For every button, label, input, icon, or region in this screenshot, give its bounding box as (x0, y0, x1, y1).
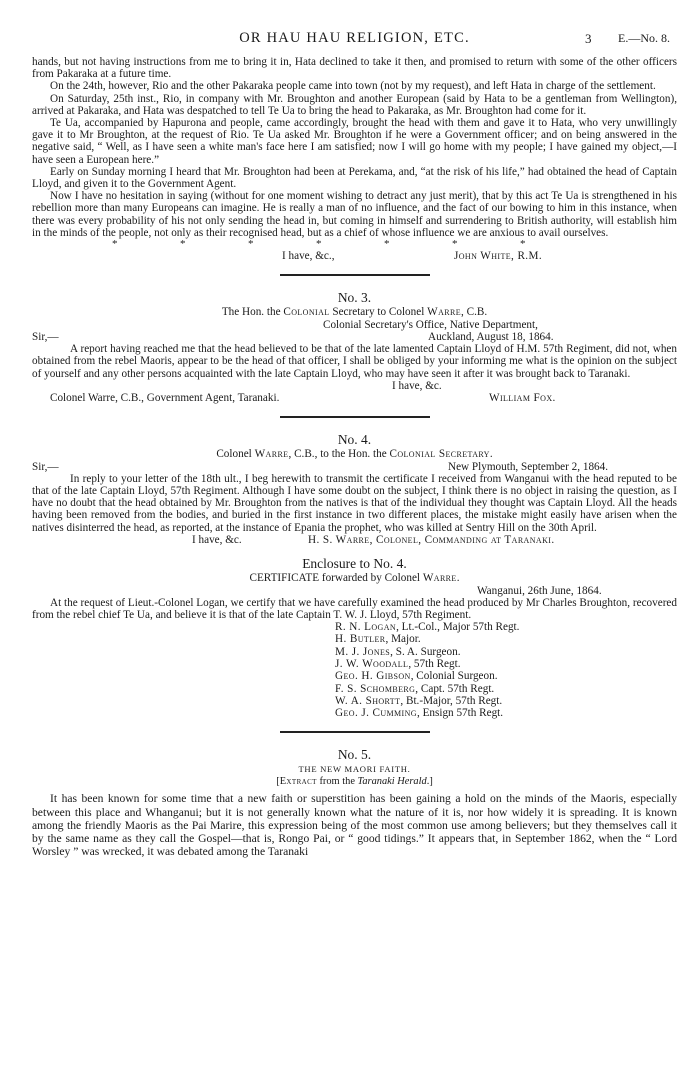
star: * (316, 238, 322, 251)
extract-note: [Extract from the Taranaki Herald.] (276, 775, 433, 787)
addressee-row (32, 392, 677, 404)
salutation: Sir,— (32, 460, 59, 473)
paragraph: Early on Sunday morning I heard that Mr. Broughton had been at Perekama, and, “at the risk of his life,” had obtained the head of Captain Lloyd, and given it to the Government Agent. (32, 165, 677, 191)
article-subtitle: THE NEW MAORI FAITH. (298, 764, 411, 775)
paragraph: On Saturday, 25th inst., Rio, in company with Mr. Broughton and another European (said by Hata to be a gentleman from Wellington), arrived at Pakaraka, and Hata was despatched to tell Te Ua to bring the head to Pakaraka, as Mr. Broughton had come for it. (32, 92, 677, 117)
signatory: Geo. H. Gibson, Colonial Surgeon. (335, 670, 498, 683)
closing: I have, &c., (282, 250, 335, 263)
running-header (32, 30, 677, 50)
closing-row (32, 534, 677, 546)
letter-number: No. 4. (337, 432, 372, 448)
salutation-row (32, 461, 677, 473)
star: * (452, 238, 458, 251)
omission-stars (32, 239, 677, 250)
signatories (32, 621, 677, 719)
enclosure-caption: CERTIFICATE forwarded by Colonel Warre. (249, 572, 460, 584)
closing: I have, &c. (192, 533, 242, 546)
section-divider (280, 274, 430, 276)
letter-number: No. 3. (337, 290, 372, 306)
letter-no-4 (32, 432, 677, 546)
signatory: Geo. J. Cumming, Ensign 57th Regt. (335, 707, 504, 720)
closing-row (32, 380, 677, 392)
star: * (384, 238, 390, 251)
letter-2-continuation (32, 56, 677, 262)
star: * (180, 238, 186, 251)
signatory: R. N. Logan, Lt.-Col., Major 57th Regt. (335, 621, 520, 634)
enclosure-title: Enclosure to No. 4. (302, 556, 407, 571)
paragraph: hands, but not having instructions from me to bring it in, Hata declined to take it then, and promised to return with some of the other officers from Pakaraka at a future time. (32, 56, 677, 81)
signatory: J. W. Woodall, 57th Regt. (335, 657, 461, 670)
paragraph: Te Ua, accompanied by Hapurona and people, came accordingly, brought the head with them and gave it to Hata, who very unwillingly gave it to Mr Broughton, at the request of Rio. Te Ua asked Mr. Broughton if he were a Government officer; and on being answered in the negative said, “ Well, as I have seen a white man's face here I am satisfied; now I will go home with my people; I have gained my object,—I have seen a European here.” (32, 117, 677, 166)
salutation: Sir,— (32, 330, 59, 343)
letter-caption: Colonel Warre, C.B., to the Hon. the Colonial Secretary. (216, 448, 493, 461)
place-date: New Plymouth, September 2, 1864. (448, 460, 609, 473)
header-title: OR HAU HAU RELIGION, ETC. (239, 30, 470, 46)
paragraph: On the 24th, however, Rio and the other Pakaraka people came into town (not by my request), and left Hata in charge of the settlement. (50, 80, 656, 93)
section-divider (280, 416, 430, 418)
letter-number: No. 5. (337, 747, 372, 763)
paragraph: Now I have no hesitation in saying (without for one moment wishing to detract any just merit), that by this act Te Ua is strengthened in his rebellion more than many Europeans can imagine. He is really a man of no influence, and the fact of our bowing to him in this instance, when there was every probability of his not only sending the head in, but coming in himself and surrendering to British authority, will establish him in the minds of the people, not only as their recognised head, but as a chief of whose influence we are anxious to avail ourselves. (32, 190, 677, 239)
certificate-body: At the request of Lieut.-Colonel Logan, we certify that we have carefully examined the head produced by Mr Charles Broughton, recovered from the rebel chief Te Ua, and believe it is that of the late Captain T. W. J. Lloyd, 57th Regiment. (32, 596, 677, 621)
signature: H. S. Warre, Colonel, Commanding at Taranaki. (308, 533, 555, 546)
star: * (520, 238, 526, 251)
closing-row (32, 250, 677, 262)
article-body: It has been known for some time that a new faith or superstition has been gaining a hold on the minds of the Maoris, especially between this place and Whanganui; but it is not generally known what the nature of it is, nor how widely it is spreading. It is known among the friendly Maoris as the Pai Marire, this expression being of the most common use among believers; but they themselves call it by the same name as they call the Gospel—that is, Rongo Pai, or “ good tidings.” It appears that, in September 1862, when the “ Lord Worsley ” was wrecked, it was debated among the Taranaki (32, 792, 677, 859)
section-divider (280, 731, 430, 733)
signature: John White, R.M. (454, 250, 543, 263)
salutation-row (32, 331, 677, 343)
office-line: Colonial Secretary's Office, Native Department, (323, 318, 538, 331)
closing: I have, &c. (392, 379, 442, 392)
place-date: Wanganui, 26th June, 1864. (477, 584, 602, 597)
page-number: 3 (585, 31, 592, 46)
place-date: Auckland, August 18, 1864. (428, 330, 554, 343)
signature: William Fox. (489, 391, 556, 404)
signatory: W. A. Shortt, Bt.-Major, 57th Regt. (335, 694, 503, 707)
letter-no-5 (32, 747, 677, 858)
place-date-row (32, 585, 677, 597)
document-page (32, 30, 677, 858)
signatory: M. J. Jones, S. A. Surgeon. (335, 645, 461, 658)
letter-caption: The Hon. the Colonial Secretary to Colonel Warre, C.B. (221, 306, 488, 319)
letter-body: In reply to your letter of the 18th ult., I beg herewith to transmit the certificate I received from Wanganui with the head reputed to be that of the late Captain Lloyd, 57th Regiment. Although I have some doubt on the subject, I think there is no object in raising the question, as I have no doubt that the head obtained by Mr. Broughton from the natives is that of the individual they thought was Captain Lloyd. All the heads having been removed from the bodies, and buried in the first instance in two different places, the mistake might easily have arisen when the natives disinterred the head, as reported, at the instance of Epania the prophet, who was killed at Sentry Hill on the 30th April. (32, 472, 677, 534)
enclosure (32, 556, 677, 719)
paper-reference: E.—No. 8. (618, 31, 670, 45)
star: * (112, 238, 118, 251)
signatory: H. Butler, Major. (335, 633, 421, 646)
letter-body: A report having reached me that the head believed to be that of the late lamented Captain Lloyd of H.M. 57th Regiment, did not, when obtained from the rebel Maoris, appear to be the head of that officer, I shall be obliged by your informing me what is the opinion on the subject of yourself and any other persons acquainted with the late Captain Lloyd, who may have seen it after it was brought back to Taranaki. (32, 343, 677, 380)
letter-no-3 (32, 290, 677, 404)
addressee: Colonel Warre, C.B., Government Agent, Taranaki. (50, 391, 280, 404)
signatory: F. S. Schomberg, Capt. 57th Regt. (335, 682, 495, 695)
star: * (248, 238, 254, 251)
